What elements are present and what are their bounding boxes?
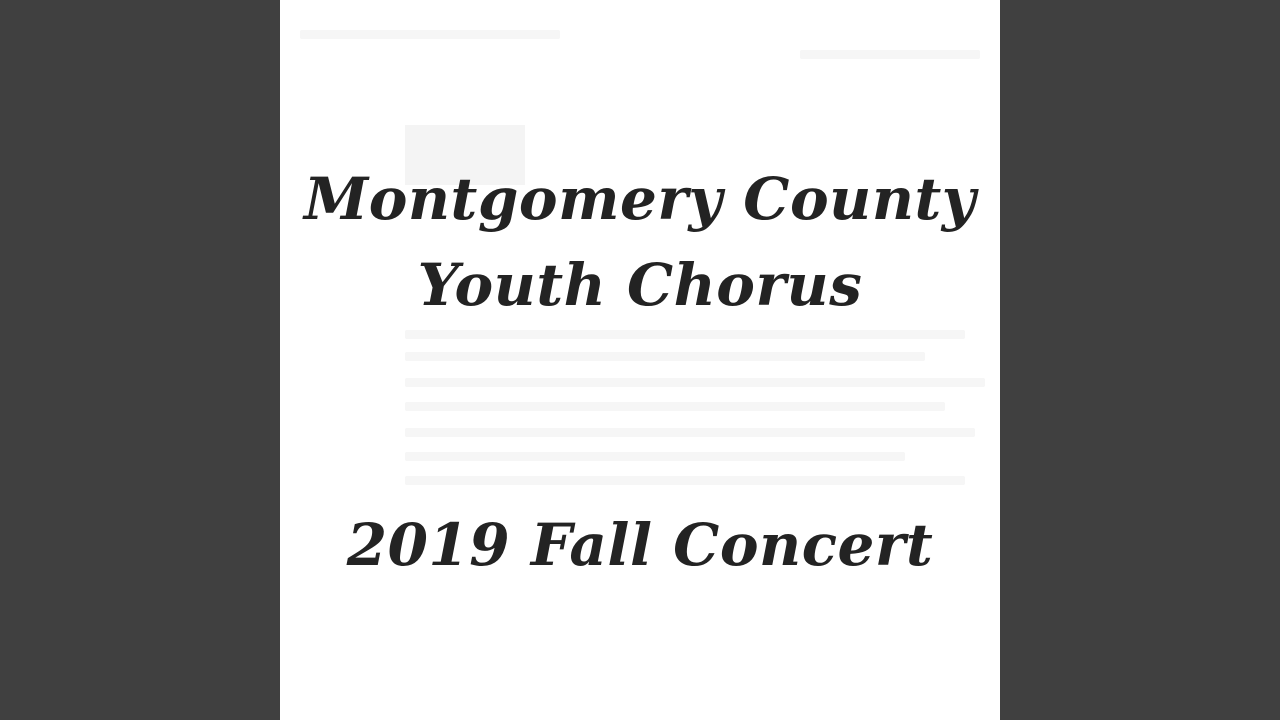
chorus-name-line-1: Montgomery County <box>304 165 976 233</box>
concert-title: 2019 Fall Concert <box>346 511 934 579</box>
chorus-name-line-2: Youth Chorus <box>417 251 863 319</box>
album-cover <box>280 0 1000 720</box>
